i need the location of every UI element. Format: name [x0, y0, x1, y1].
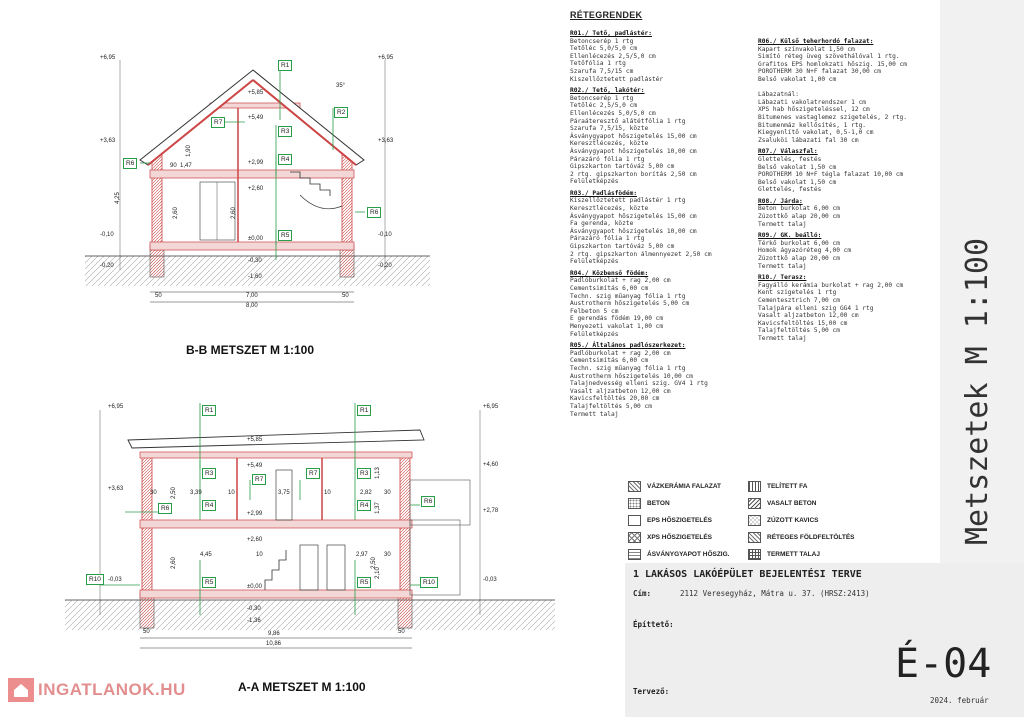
- material-label: XPS HŐSZIGETELÉS: [647, 534, 713, 542]
- material-swatch: [628, 515, 641, 526]
- spec-line: Ásványgyapot hőszigetelés 15,00 cm: [570, 212, 697, 220]
- dim-label: 10: [228, 490, 235, 496]
- material-swatch: [748, 549, 761, 560]
- spec-line: XPS hab hőszigeteléssel, 12 cm: [758, 106, 870, 114]
- spec-line: Austrotherm hőszigetelés 5,00 cm: [570, 300, 690, 308]
- dim-label: 1,90: [185, 145, 192, 157]
- dim-label: 10,86: [266, 641, 282, 647]
- spec-line: Ásványgyapot hőszigetelés 10,00 cm: [570, 227, 697, 235]
- layer-tag: R6: [367, 207, 381, 218]
- dim-label: 3,75: [278, 490, 290, 496]
- material-label: EPS HŐSZIGETELÉS: [647, 517, 713, 525]
- material-legend-item: [748, 549, 820, 560]
- layer-tag: R6: [421, 496, 435, 507]
- spec-line: Fa gerenda, közte: [570, 220, 634, 228]
- spec-line: Felületképzés: [570, 178, 619, 186]
- client-label: Építtető:: [633, 620, 674, 629]
- material-swatch: [748, 481, 761, 492]
- spec-line: Szarufa 7,5/15 cm: [570, 67, 634, 75]
- spec-line: Vasalt aljzatbeton 12,00 cm: [758, 312, 859, 320]
- designer-label: Tervező:: [633, 687, 670, 696]
- dim-label: 4,45: [200, 552, 212, 558]
- spec-line: Ásványgyapot hőszigetelés 10,00 cm: [570, 147, 697, 155]
- spec-line: Belső vakolat 1,00 cm: [758, 75, 837, 83]
- bb-section-title: B-B METSZET M 1:100: [186, 343, 315, 357]
- aa-section: [65, 403, 555, 648]
- level-label: +2,99: [247, 511, 263, 517]
- level-label: -0,10: [378, 232, 392, 238]
- material-label: TERMETT TALAJ: [767, 551, 820, 559]
- layer-tag: R10: [86, 574, 104, 585]
- spec-line: Termett talaj: [570, 410, 619, 418]
- level-label: +5,49: [247, 463, 263, 469]
- material-swatch: [748, 498, 761, 509]
- level-label: +3,63: [378, 138, 394, 144]
- level-label: ±0,00: [247, 584, 262, 590]
- dim-label: 7,00: [246, 293, 258, 299]
- spec-line: Betoncserép 1 rtg: [570, 37, 634, 45]
- material-swatch: [748, 532, 761, 543]
- address-value: 2112 Veresegyház, Mátra u. 37. (HRSZ:2413): [680, 589, 870, 598]
- level-label: +5,49: [248, 115, 264, 121]
- dim-label: 2,60: [230, 207, 237, 219]
- dim-label: 2,82: [360, 490, 372, 496]
- material-label: VASALT BETON: [767, 500, 817, 508]
- material-label: TELÍTETT FA: [767, 483, 808, 491]
- spec-line: Szarufa 7,5/15, közte: [570, 125, 649, 133]
- spec-heading: R05./ Általános padlószerkezet:: [570, 342, 686, 350]
- level-label: +2,99: [248, 160, 264, 166]
- level-label: -0,03: [483, 577, 497, 583]
- spec-line: Gipszkarton tartóváz 5,00 cm: [570, 243, 675, 251]
- layer-tag: R4: [278, 154, 292, 165]
- spec-line: Cementesztrich 7,00 cm: [758, 297, 840, 304]
- level-label: -0,20: [378, 263, 392, 269]
- level-label: -0,30: [247, 606, 261, 612]
- spec-line: Bitumenes vastaglemez szigetelés, 2 rtg.: [758, 113, 908, 121]
- plan-date: 2024. február: [930, 696, 989, 705]
- dim-label: 35°: [336, 83, 346, 89]
- spec-line: Zúzottkő alap 20,00 cm: [758, 213, 840, 221]
- spec-heading: R07./ Válaszfal:: [758, 148, 818, 156]
- spec-heading: R02./ Tető, lakótér:: [570, 87, 645, 95]
- level-label: +3,63: [100, 138, 116, 144]
- spec-line: Termett talaj: [758, 262, 807, 270]
- sheet-side-title: Metszetek M 1:100: [960, 237, 995, 545]
- material-legend-item: [628, 515, 712, 526]
- spec-line: Párazáró fólia 1 rtg: [570, 235, 645, 243]
- spec-line: Vasalt aljzatbeton 12,00 cm: [570, 387, 671, 395]
- material-label: BETON: [647, 500, 670, 508]
- material-legend-item: [748, 532, 855, 543]
- level-label: +5,85: [247, 437, 263, 443]
- layer-tag: R2: [334, 107, 348, 118]
- layer-tag: R6: [123, 158, 137, 169]
- dim-label: 2,50: [370, 557, 377, 569]
- project-title: 1 LAKÁSOS LAKÓÉPÜLET BEJELENTÉSI TERVE: [633, 569, 862, 580]
- spec-line: Techn. szig műanyag fólia 1 rtg: [570, 364, 686, 372]
- spec-line: Padlóburkolat + rag 2,00 cm: [570, 277, 671, 285]
- dim-label: 30: [384, 552, 391, 558]
- spec-line: Glettelés, festés: [758, 186, 822, 194]
- dim-label: 3,39: [190, 490, 202, 496]
- material-legend-item: [628, 498, 670, 509]
- level-label: -1,36: [247, 618, 261, 624]
- dim-label: 8,00: [246, 303, 258, 309]
- level-label: +6,95: [378, 55, 394, 61]
- spec-line: Belső vakolat 1,50 cm: [758, 163, 837, 171]
- dim-label: 2,50: [170, 487, 177, 499]
- spec-list-left: [570, 30, 712, 422]
- spec-line: Felbeton 5 cm: [570, 307, 619, 315]
- material-swatch: [628, 498, 641, 509]
- level-label: +3,63: [108, 486, 124, 492]
- address-label: Cím:: [633, 589, 652, 598]
- level-label: +4,60: [483, 462, 499, 468]
- sheet-number: É-04: [895, 641, 992, 687]
- spec-list-right: [758, 38, 907, 347]
- spec-line: Talajfeltöltés 5,00 cm: [570, 402, 652, 410]
- spec-line: Párazáró fólia 1 rtg: [570, 155, 645, 163]
- spec-line: Kiszellőztetett padlástér 1 rtg: [570, 197, 686, 205]
- spec-line: Menyezeti vakolat 1,00 cm: [570, 322, 664, 330]
- dim-label: 50: [143, 629, 150, 635]
- spec-line: Fagyálló kerámia burkolat + rag 2,00 cm: [758, 281, 904, 289]
- layer-tag: R3: [202, 468, 216, 479]
- material-swatch: [748, 515, 761, 526]
- level-label: +2,60: [248, 186, 264, 192]
- spec-line: Termett talaj: [758, 334, 807, 342]
- spec-line: Zsaluköi lábazati fal 30 cm: [758, 136, 859, 144]
- spec-line: Bitumenmáz kellősítés, 1 rtg.: [758, 121, 867, 129]
- material-label: ZÚZOTT KAVICS: [767, 517, 819, 525]
- layer-tag: R10: [420, 577, 438, 588]
- spec-line: Cementsimítás 6,00 cm: [570, 357, 649, 365]
- level-label: +5,85: [248, 90, 264, 96]
- spec-line: Kavicsfeltöltés 15,00 cm: [758, 319, 848, 327]
- dim-label: 2,97: [356, 552, 368, 558]
- watermark-text: INGATLANOK.HU: [38, 680, 186, 699]
- dim-label: 1,47: [180, 163, 192, 169]
- material-legend-item: [748, 515, 819, 526]
- spec-line: Grafitos EPS homlokzati hőszig. 15,00 cm: [758, 60, 908, 68]
- spec-line: Betoncserép 1 rtg: [570, 94, 634, 102]
- spec-line: Tetőfólia 1 rtg: [570, 60, 626, 68]
- layer-tag: R7: [252, 474, 266, 485]
- dim-label: 10: [324, 490, 331, 496]
- dim-label: 4,25: [114, 192, 121, 204]
- dim-label: 30: [150, 490, 157, 496]
- spec-line: Térkő burkolat 6,00 cm: [758, 239, 840, 247]
- level-label: -1,60: [248, 274, 262, 280]
- spec-heading: R01./ Tető, padlástér:: [570, 30, 652, 37]
- house-icon: [8, 678, 34, 702]
- dim-label: 10: [256, 552, 263, 558]
- spec-line: Zúzottkő alap 20,00 cm: [758, 255, 840, 263]
- spec-line: Talajfeltöltés 5,00 cm: [758, 327, 840, 335]
- layer-tag: R3: [357, 468, 371, 479]
- spec-line: Keresztlécezés, közte: [570, 205, 649, 213]
- level-label: +2,78: [483, 508, 499, 514]
- material-swatch: [628, 481, 641, 492]
- spec-line: Belső vakolat 1,50 cm: [758, 178, 837, 186]
- layer-tag: R5: [357, 577, 371, 588]
- level-label: -0,30: [248, 258, 262, 264]
- spec-line: Ellenlécezés 2,5/5,0 cm: [570, 52, 656, 60]
- spec-line: Cementsimítás 6,00 cm: [570, 285, 649, 292]
- layer-tag: R4: [357, 500, 371, 511]
- project-title-block: [625, 563, 1024, 717]
- aa-section-title: A-A METSZET M 1:100: [238, 680, 366, 694]
- spec-line: Simító réteg üveg szövethálóval 1 rtg.: [758, 53, 900, 61]
- material-legend-item: [748, 481, 807, 492]
- layer-tag: R3: [278, 126, 292, 137]
- spec-line: Ellenlécezés 5,0/5,0 cm: [570, 109, 656, 117]
- layer-tag: R1: [202, 405, 216, 416]
- level-label: -0,10: [100, 232, 114, 238]
- material-label: RÉTEGES FÖLDFELTÖLTÉS: [767, 534, 855, 542]
- spec-line: 2 rtg. gipszkarton borítás 2,50 cm: [570, 170, 697, 178]
- layer-tag: R5: [202, 577, 216, 588]
- spec-line: Austrotherm hőszigetelés 10,00 cm: [570, 372, 693, 380]
- layer-tag: R1: [278, 60, 292, 71]
- layer-tag: R6: [158, 503, 172, 514]
- dim-label: 2,60: [170, 557, 177, 569]
- spec-line: Kavicsfeltöltés 20,00 cm: [570, 395, 660, 403]
- spec-line: Felületképzés: [570, 258, 619, 266]
- spec-title: RÉTEGRENDEK: [570, 10, 643, 20]
- spec-line: Glettelés, festés: [758, 155, 822, 163]
- spec-line: Termett talaj: [758, 220, 807, 228]
- spec-line: Páraáteresztő alátétfólia 1 rtg: [570, 117, 686, 125]
- level-label: +2,60: [247, 537, 263, 543]
- spec-heading: R10./ Terasz:: [758, 274, 807, 282]
- spec-line: Talajpára elleni szig GG4 1 rtg: [758, 304, 874, 312]
- level-label: ±0,00: [248, 236, 263, 242]
- spec-line: Kiszellőztetett padlástér: [570, 75, 664, 83]
- dim-label: 1,13: [374, 467, 381, 479]
- material-swatch: [628, 532, 641, 543]
- spec-line: Talajnedvesség elleni szig. GV4 1 rtg: [570, 380, 708, 388]
- dim-label: 30: [384, 490, 391, 496]
- spec-line: Kent szigetelés 1 rtg: [758, 289, 837, 297]
- layer-tag: R7: [211, 117, 225, 128]
- level-label: +6,95: [483, 404, 499, 410]
- layer-tag: R7: [306, 468, 320, 479]
- level-label: -0,03: [108, 577, 122, 583]
- material-label: VÁZKERÁMIA FALAZAT: [647, 483, 722, 491]
- level-label: +6,95: [100, 55, 116, 61]
- spec-line: E gerendás födém 19,00 cm: [570, 315, 664, 323]
- spec-line: Tetőléc 2,5/5,0 cm: [570, 102, 638, 110]
- spec-line: POROTHERM 30 N+F falazat 30,00 cm: [758, 68, 881, 76]
- spec-line: Padlóburkolat + rag 2,00 cm: [570, 349, 671, 357]
- level-label: +6,95: [108, 404, 124, 410]
- spec-heading: R09./ GK. beálló:: [758, 232, 822, 240]
- spec-line: Ásványgyapot hőszigetelés 15,00 cm: [570, 132, 697, 140]
- material-legend-item: [628, 481, 721, 492]
- material-legend-item: [628, 532, 712, 543]
- dim-label: 9,86: [268, 631, 280, 637]
- dim-label: 2,10: [374, 567, 381, 579]
- dim-label: 50: [155, 293, 162, 299]
- material-label: ÁSVÁNYGYAPOT HŐSZIG.: [647, 551, 730, 559]
- layer-tag: R5: [278, 230, 292, 241]
- spec-line: Lábazati vakolatrendszer 1 cm: [758, 98, 867, 106]
- material-swatch: [628, 549, 641, 560]
- spec-line: Kapart színvakolat 1,50 cm: [758, 45, 855, 53]
- spec-line: Lábazatnál:: [758, 91, 799, 99]
- spec-heading: R06./ Külső teherhordó falazat:: [758, 38, 874, 45]
- spec-line: Homok ágyazóréteg 4,00 cm: [758, 247, 852, 255]
- dim-label: 50: [342, 293, 349, 299]
- spec-heading: R04./ Közbenső födém:: [570, 269, 649, 277]
- layer-tag: R4: [202, 500, 216, 511]
- dim-label: 90: [170, 163, 177, 169]
- spec-line: 2 rtg. gipszkarton álmennyezet 2,50 cm: [570, 250, 712, 258]
- layer-tag: R1: [357, 405, 371, 416]
- material-legend-item: [628, 549, 729, 560]
- spec-line: Beton burkolat 6,00 cm: [758, 205, 840, 213]
- spec-line: Techn. szig műanyag fólia 1 rtg: [570, 292, 686, 300]
- spec-line: Tetőléc 5,0/5,0 cm: [570, 45, 638, 53]
- dim-label: 1,37: [374, 502, 381, 514]
- level-label: -0,20: [100, 263, 114, 269]
- spec-line: Kiegyenlítő vakolat, 0,5-1,0 cm: [758, 129, 874, 137]
- spec-line: POROTHERM 10 N+F tégla falazat 10,00 cm: [758, 171, 904, 179]
- dim-label: 50: [398, 629, 405, 635]
- dim-label: 2,60: [172, 207, 179, 219]
- spec-line: Gipszkarton tartóváz 5,00 cm: [570, 163, 675, 171]
- spec-line: Felületképzés: [570, 330, 619, 338]
- material-legend-item: [748, 498, 816, 509]
- spec-heading: R03./ Padlásfödém:: [570, 189, 638, 197]
- spec-line: Keresztlécezés, közte: [570, 140, 649, 148]
- spec-heading: R08./ Járda:: [758, 197, 803, 205]
- watermark-logo: [8, 678, 186, 702]
